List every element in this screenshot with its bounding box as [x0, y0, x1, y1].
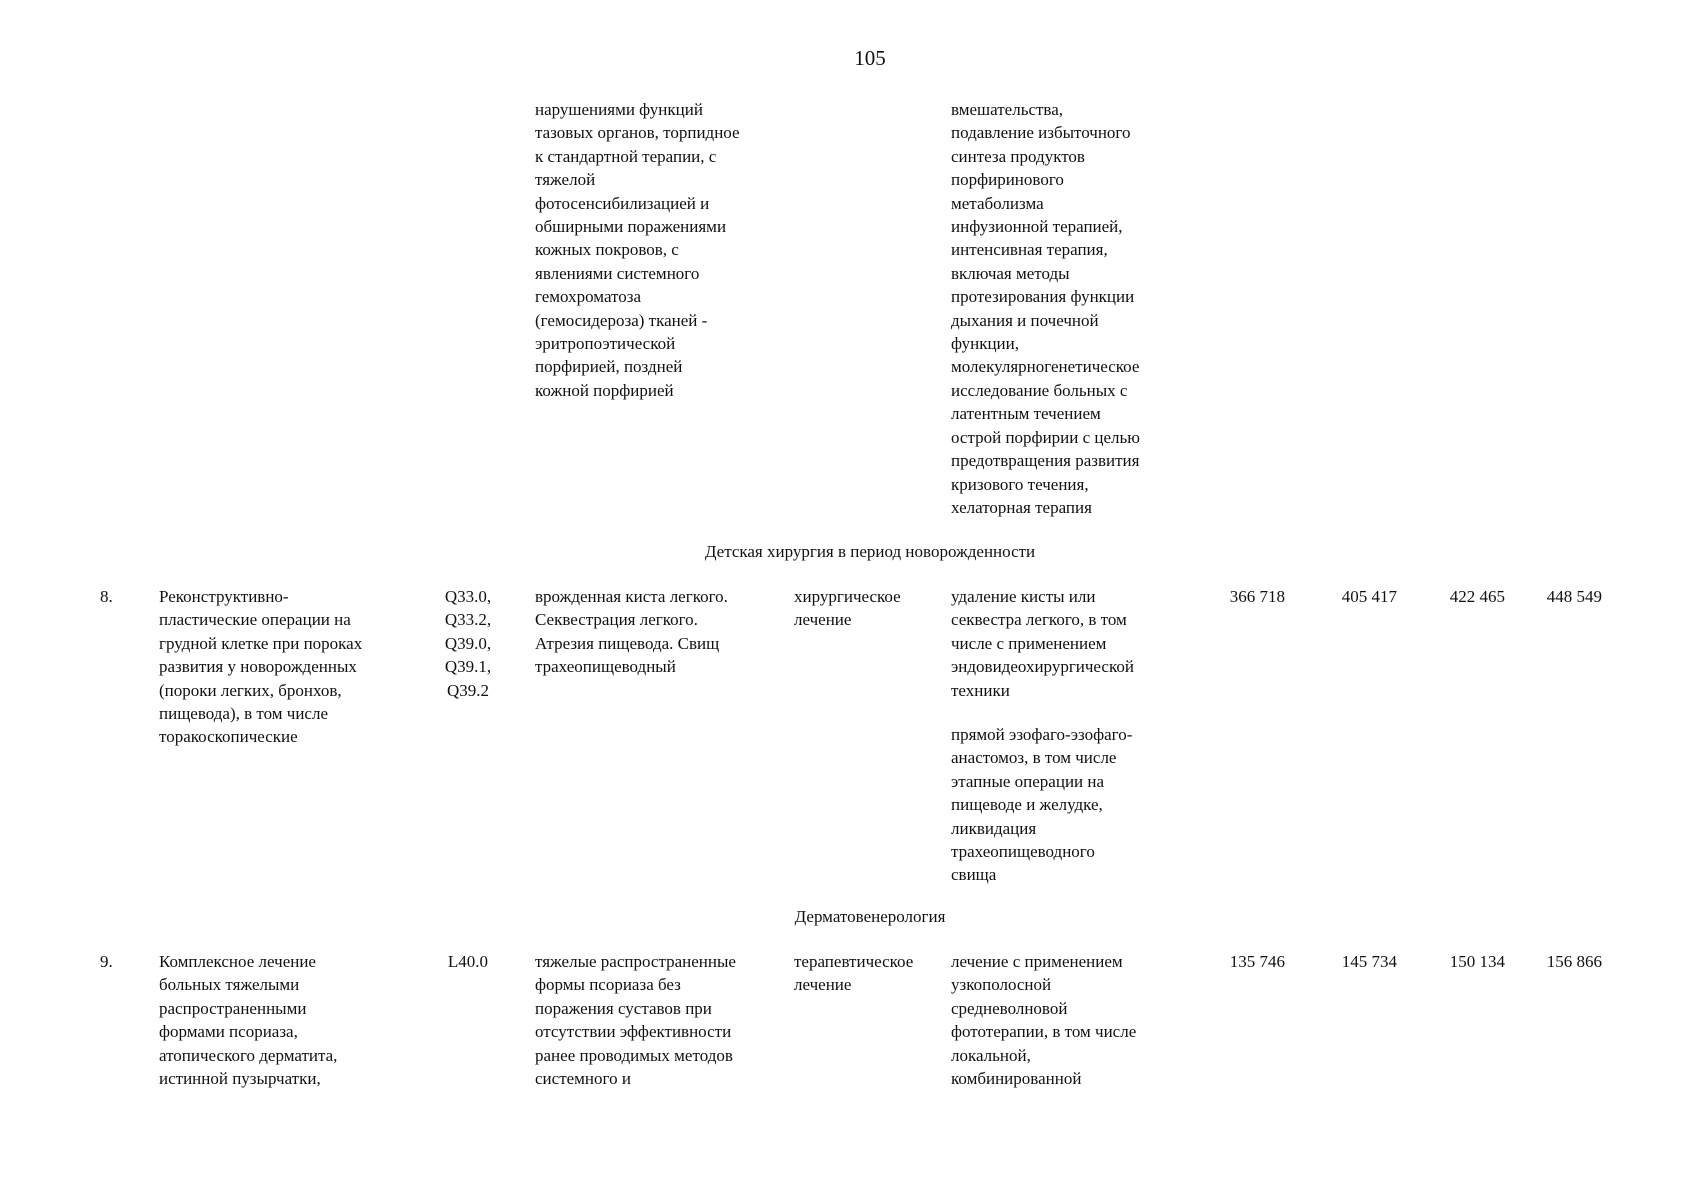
cost-cell: 145 734	[1341, 952, 1397, 971]
row-number: 8.	[100, 587, 113, 606]
cost-cell: 156 866	[1546, 952, 1602, 971]
cost-cell: 422 465	[1449, 587, 1505, 606]
row-method-cell: лечение с применением узкополосной средневолновой фототерапии, в том числе локальной, комбинированной	[951, 952, 1137, 1089]
row-treatment-cell: терапевтическое лечение	[794, 952, 914, 995]
row-diagnosis-cell: тяжелые распространенные формы псориаза без поражения суставов при отсутствии эффективности ранее проводимых методов системного и	[535, 952, 736, 1089]
row-number: 9.	[100, 952, 113, 971]
section-heading-dermatovenereology: Дерматовенерология	[794, 907, 946, 926]
cost-cell: 405 417	[1341, 587, 1397, 606]
cost-cell: 135 746	[1229, 952, 1285, 971]
row-name-cell: Комплексное лечение больных тяжелыми распространенными формами псориаза, атопического дерматита, истинной пузырчатки,	[159, 952, 338, 1089]
row-treatment-cell: хирургическое лечение	[794, 587, 901, 630]
row-codes-cell: L40.0	[447, 952, 489, 971]
row-diagnosis-cell: врожденная киста легкого. Секвестрация легкого. Атрезия пищевода. Свищ трахеопищеводный	[535, 587, 728, 677]
section-heading-pediatric-surgery: Детская хирургия в период новорожденности	[704, 542, 1036, 561]
row-name-cell: Реконструктивно- пластические операции на грудной клетке при пороках развития у новорожденных (пороки легких, бронхов, пищевода), в том числе торакоскопические	[159, 587, 363, 747]
cost-cell: 150 134	[1449, 952, 1505, 971]
continuation-diagnosis-cell: нарушениями функций тазовых органов, торпидное к стандартной терапии, с тяжелой фотосенсибилизацией и обширными поражениями кожных покровов, с явлениями системного гемохроматоза (гемосидероза) тканей - эритропоэтической порфирией, поздней кожной порфирией	[535, 100, 740, 400]
row-method-cell: прямой эзофаго-эзофаго- анастомоз, в том числе этапные операции на пищеводе и желудке, ликвидация трахеопищеводного свища	[951, 725, 1133, 885]
continuation-method-cell: вмешательства, подавление избыточного синтеза продуктов порфиринового метаболизма инфузионной терапией, интенсивная терапия, включая методы протезирования функции дыхания и почечной функции, молекулярногенетическое исследование больных с латентным течением острой порфирии с целью предотвращения развития кризового течения, хелаторная терапия	[951, 100, 1140, 517]
cost-cell: 448 549	[1546, 587, 1602, 606]
page-number: 105	[854, 46, 886, 70]
row-method-cell: удаление кисты или секвестра легкого, в том числе с применением эндовидеохирургической техники	[951, 587, 1134, 700]
cost-cell: 366 718	[1229, 587, 1285, 606]
row-codes-cell: Q33.0, Q33.2, Q39.0, Q39.1, Q39.2	[444, 587, 492, 700]
